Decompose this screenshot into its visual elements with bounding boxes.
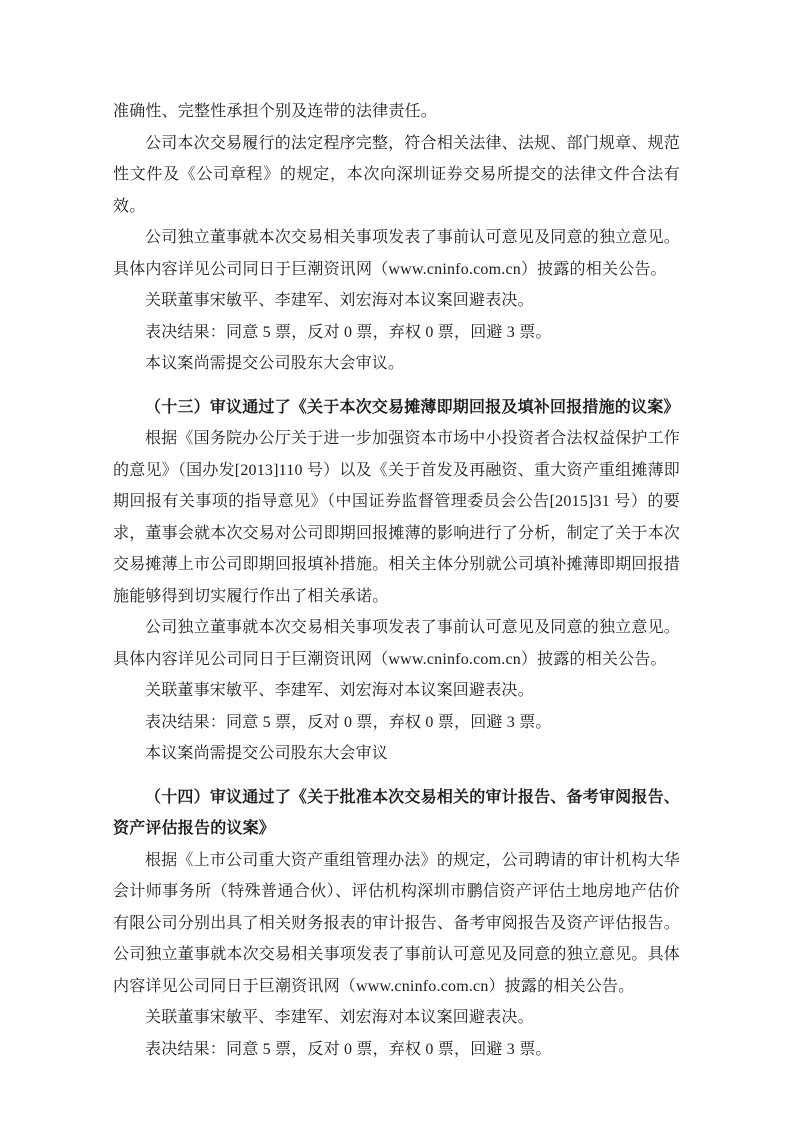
paragraph-related-directors-abstain-13: 关联董事宋敏平、李建军、刘宏海对本议案回避表决。	[145, 682, 534, 699]
paragraph-related-directors-abstain-14: 关联董事宋敏平、李建军、刘宏海对本议案回避表决。	[145, 1009, 534, 1026]
paragraph-vote-result-14: 表决结果：同意 5 票，反对 0 票，弃权 0 票，回避 3 票。	[145, 1040, 552, 1058]
paragraph-submit-shareholders-meeting-12: 本议案尚需提交公司股东大会审议。	[145, 355, 405, 372]
section-heading-13: （十三）审议通过了《关于本次交易摊薄即期回报及填补回报措施的议案》	[145, 398, 680, 416]
paragraph-vote-result-12: 表决结果：同意 5 票，反对 0 票，弃权 0 票，回避 3 票。	[145, 323, 552, 341]
paragraph-independent-directors-opinion-12: 公司独立董事就本次交易相关事项发表了事前认可意见及同意的独立意见。具体内容详见公司同日于巨潮资讯网（www.cninfo.com.cn）披露的相关公告。	[113, 229, 680, 278]
paragraph-dilution-return-measures: 根据《国务院办公厅关于进一步加强资本市场中小投资者合法权益保护工作的意见》（国办发[2013]110 号）以及《关于首发及再融资、重大资产重组摊薄即期回报有关事项的指导意见》（中国证券监督管理委员会公告[2015]31 号）的要求，董事会就本次交易对公司即期回报摊薄的影响进行了分析，制定了关于本次交易摊薄上市公司即期回报填补措施。相关主体分别就公司填补摊薄即期回报措施能够得到切实履行作出了相关承诺。	[113, 430, 681, 605]
section-heading-14: （十四）审议通过了《关于批准本次交易相关的审计报告、备考审阅报告、资产评估报告的议案》	[113, 788, 680, 837]
paragraph-independent-directors-opinion-13: 公司独立董事就本次交易相关事项发表了事前认可意见及同意的独立意见。具体内容详见公司同日于巨潮资讯网（www.cninfo.com.cn）披露的相关公告。	[113, 619, 680, 668]
document-content	[113, 96, 680, 1065]
paragraph-related-directors-abstain-12: 关联董事宋敏平、李建军、刘宏海对本议案回避表决。	[145, 292, 534, 309]
paragraph-vote-result-13: 表决结果：同意 5 票，反对 0 票，弃权 0 票，回避 3 票。	[145, 713, 552, 731]
paragraph-liability-continuation: 准确性、完整性承担个别及连带的法律责任。	[113, 103, 438, 120]
paragraph-legal-procedure: 公司本次交易履行的法定程序完整，符合相关法律、法规、部门规章、规范性文件及《公司章程》的规定，本次向深圳证券交易所提交的法律文件合法有效。	[113, 134, 680, 215]
paragraph-submit-shareholders-meeting-13: 本议案尚需提交公司股东大会审议	[145, 745, 389, 762]
paragraph-audit-appraisal-reports: 根据《上市公司重大资产重组管理办法》的规定，公司聘请的审计机构大华会计师事务所（特殊普通合伙）、评估机构深圳市鹏信资产评估土地房地产估价有限公司分别出具了相关财务报表的审计报告、备考审阅报告及资产评估报告。公司独立董事就本次交易相关事项发表了事前认可意见及同意的独立意见。具体内容详见公司同日于巨潮资讯网（www.cninfo.com.cn）披露的相关公告。	[113, 851, 681, 995]
